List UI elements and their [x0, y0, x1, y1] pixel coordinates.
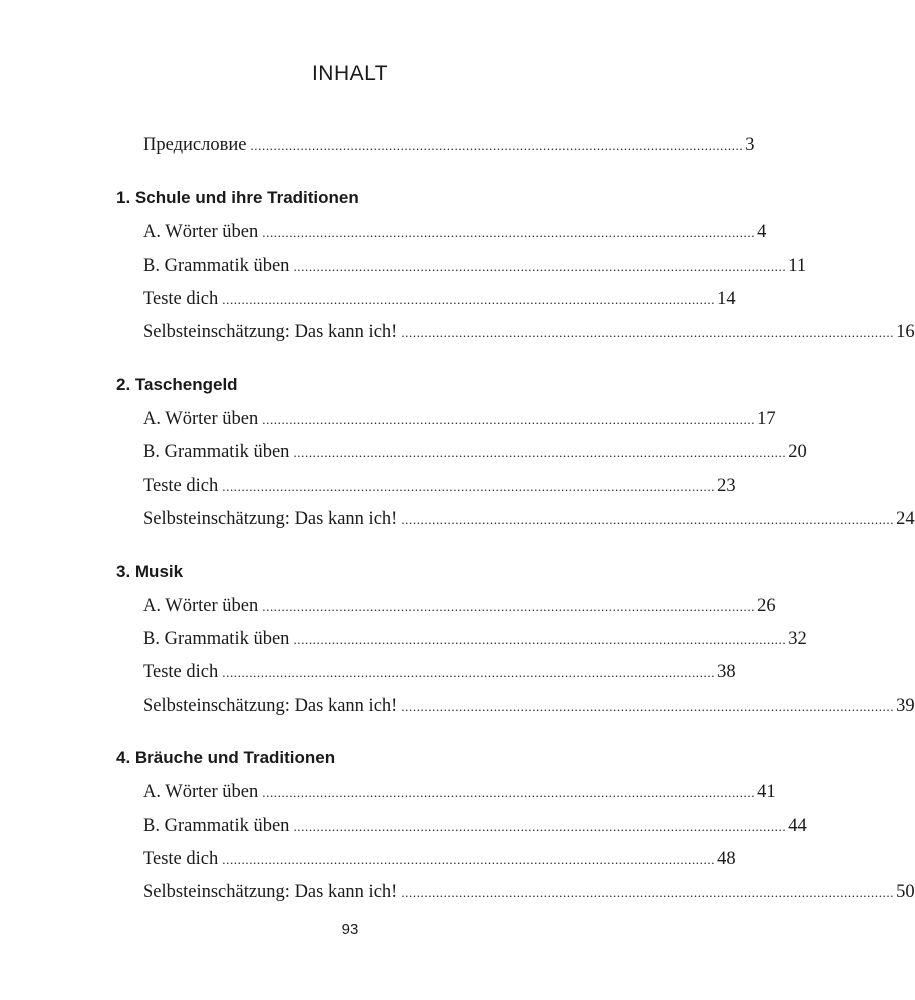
- toc-entry-page: 3: [745, 135, 755, 155]
- toc-entry-page: 32: [788, 629, 807, 649]
- toc-entry-page: 14: [717, 289, 736, 309]
- toc-entry-label: Предисловие: [143, 135, 247, 155]
- toc-entry-label: Selbsteinschätzung: Das kann ich!: [143, 882, 398, 902]
- toc-entry: [143, 659, 736, 685]
- leader-dots: ................................................................................................................................: [262, 412, 756, 427]
- toc-entry-preface: [143, 132, 755, 158]
- toc-entry-label: A. Wörter üben: [143, 782, 259, 802]
- toc-entry-label: A. Wörter üben: [143, 409, 259, 429]
- toc-entry: [143, 286, 736, 312]
- toc-entry-page: 4: [757, 222, 767, 242]
- toc-entry-label: B. Grammatik üben: [143, 442, 290, 462]
- leader-dots: ................................................................................................................................: [222, 479, 716, 494]
- toc-entry-page: 23: [717, 476, 736, 496]
- toc-entry-label: Selbsteinschätzung: Das kann ich!: [143, 696, 398, 716]
- toc-entry: [143, 779, 776, 805]
- toc-entry-label: Teste dich: [143, 476, 219, 496]
- toc-entry-page: 39: [896, 696, 915, 716]
- toc-entry: [143, 219, 767, 245]
- toc-entry-page: 11: [788, 256, 807, 276]
- toc-entry: [143, 879, 915, 905]
- toc-entry: [143, 813, 807, 839]
- leader-dots: ................................................................................................................................: [401, 325, 895, 340]
- toc-entry-label: Teste dich: [143, 289, 219, 309]
- toc-entry-page: 24: [896, 509, 915, 529]
- toc-entry-label: Selbsteinschätzung: Das kann ich!: [143, 322, 398, 342]
- toc-entry: [143, 626, 807, 652]
- toc-entry-label: Teste dich: [143, 849, 219, 869]
- toc-entry-page: 48: [717, 849, 736, 869]
- toc-entry: [143, 319, 915, 345]
- leader-dots: ................................................................................................................................: [293, 632, 787, 647]
- toc-entry-page: 20: [788, 442, 807, 462]
- chapter-title: 2. Taschengeld: [116, 375, 238, 394]
- leader-dots: ................................................................................................................................: [262, 225, 756, 240]
- leader-dots: ................................................................................................................................: [250, 138, 744, 153]
- leader-dots: ................................................................................................................................: [293, 445, 787, 460]
- toc-entry-page: 50: [896, 882, 915, 902]
- toc-entry: [143, 406, 776, 432]
- toc-entry-label: A. Wörter üben: [143, 596, 259, 616]
- toc-entry-page: 38: [717, 662, 736, 682]
- leader-dots: ................................................................................................................................: [222, 665, 716, 680]
- toc-entry-label: Teste dich: [143, 662, 219, 682]
- toc-entry-page: 41: [757, 782, 776, 802]
- toc-entry-label: B. Grammatik üben: [143, 256, 290, 276]
- toc-entry: [143, 846, 736, 872]
- toc-entry-page: 44: [788, 816, 807, 836]
- toc-entry: [143, 593, 776, 619]
- toc-entry-page: 17: [757, 409, 776, 429]
- toc-entry-page: 26: [757, 596, 776, 616]
- toc-entry-label: B. Grammatik üben: [143, 629, 290, 649]
- leader-dots: ................................................................................................................................: [293, 259, 787, 274]
- leader-dots: ................................................................................................................................: [401, 699, 895, 714]
- toc-entry-label: Selbsteinschätzung: Das kann ich!: [143, 509, 398, 529]
- toc-entry-page: 16: [896, 322, 915, 342]
- chapter-title: 3. Musik: [116, 562, 184, 581]
- leader-dots: ................................................................................................................................: [293, 819, 787, 834]
- leader-dots: ................................................................................................................................: [262, 785, 756, 800]
- toc-entry: [143, 693, 915, 719]
- chapter-title: 1. Schule und ihre Traditionen: [116, 188, 359, 207]
- leader-dots: ................................................................................................................................: [401, 885, 895, 900]
- page-number: 93: [341, 921, 359, 938]
- leader-dots: ................................................................................................................................: [222, 292, 716, 307]
- leader-dots: ................................................................................................................................: [262, 599, 756, 614]
- toc-entry-label: B. Grammatik üben: [143, 816, 290, 836]
- toc-entry-label: A. Wörter üben: [143, 222, 259, 242]
- leader-dots: ................................................................................................................................: [401, 512, 895, 527]
- chapter-title: 4. Bräuche und Traditionen: [116, 748, 336, 767]
- leader-dots: ................................................................................................................................: [222, 852, 716, 867]
- toc-entry: [143, 439, 807, 465]
- toc-entry: [143, 506, 915, 532]
- toc-entry: [143, 253, 807, 279]
- toc-entry: [143, 473, 736, 499]
- page-title: INHALT: [311, 62, 389, 85]
